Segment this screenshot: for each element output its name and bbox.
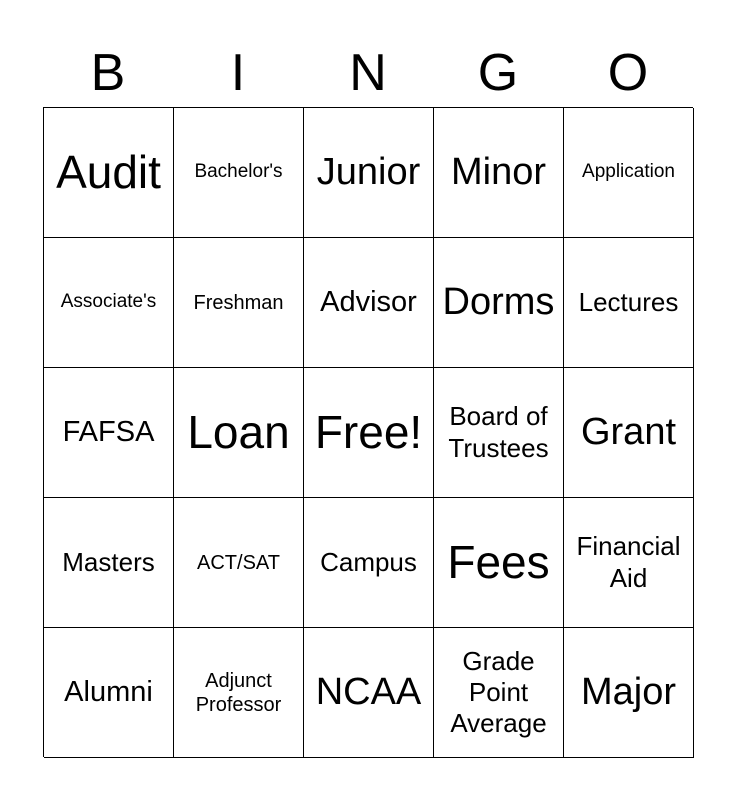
bingo-cell-dorms[interactable]: [434, 238, 564, 368]
cell-label: Alumni: [64, 676, 153, 709]
bingo-cell-fees[interactable]: [434, 498, 564, 628]
header-letter-n: N: [349, 44, 387, 102]
bingo-cell-loan[interactable]: [174, 368, 304, 498]
bingo-cell-board-of-trustees[interactable]: [434, 368, 564, 498]
cell-label: Grant: [580, 410, 677, 453]
bingo-header: [43, 40, 693, 106]
cell-label: Board of Trustees: [448, 401, 549, 463]
cell-label: Major: [580, 670, 677, 713]
cell-label: Fees: [447, 535, 550, 588]
bingo-cell-financial-aid[interactable]: [564, 498, 694, 628]
header-letter-b: B: [90, 44, 126, 102]
bingo-cell-audit[interactable]: [44, 108, 174, 238]
cell-label: ACT/SAT: [197, 551, 280, 574]
bingo-cell-grade-point-average[interactable]: [434, 628, 564, 758]
bingo-cell-alumni[interactable]: [44, 628, 174, 758]
bingo-cell-associates[interactable]: [44, 238, 174, 368]
bingo-cell-masters[interactable]: [44, 498, 174, 628]
cell-label: Dorms: [442, 280, 555, 323]
bingo-cell-adjunct-professor[interactable]: [174, 628, 304, 758]
cell-label: Associate's: [60, 291, 157, 313]
cell-label: NCAA: [315, 670, 422, 713]
cell-label: Junior: [316, 150, 421, 193]
cell-label: FAFSA: [62, 416, 155, 449]
bingo-cell-advisor[interactable]: [304, 238, 434, 368]
bingo-cell-major[interactable]: [564, 628, 694, 758]
cell-label: Campus: [320, 546, 417, 577]
header-letter-g: G: [477, 44, 519, 102]
bingo-cell-grant[interactable]: [564, 368, 694, 498]
bingo-board: [43, 107, 693, 757]
cell-label: Grade Point Average: [450, 645, 547, 739]
bingo-cell-campus[interactable]: [304, 498, 434, 628]
cell-label: Free!: [314, 405, 423, 458]
bingo-cell-lectures[interactable]: [564, 238, 694, 368]
cell-label: Application: [582, 161, 675, 183]
cell-label: Financial Aid: [576, 531, 681, 593]
bingo-cell-fafsa[interactable]: [44, 368, 174, 498]
bingo-cell-free[interactable]: [304, 368, 434, 498]
cell-label: Freshman: [193, 291, 284, 314]
bingo-cell-application[interactable]: [564, 108, 694, 238]
bingo-cell-act-sat[interactable]: [174, 498, 304, 628]
cell-label: Lectures: [578, 286, 679, 317]
header-letter-o: O: [607, 44, 649, 102]
cell-label: Masters: [62, 546, 155, 577]
cell-label: Audit: [56, 145, 161, 198]
cell-label: Loan: [187, 405, 290, 458]
cell-label: Advisor: [320, 286, 417, 319]
cell-label: Bachelor's: [194, 161, 283, 183]
bingo-cell-freshman[interactable]: [174, 238, 304, 368]
cell-label: Adjunct Professor: [195, 669, 282, 716]
header-letter-i: I: [230, 44, 246, 102]
bingo-cell-ncaa[interactable]: [304, 628, 434, 758]
cell-label: Minor: [450, 150, 547, 193]
bingo-cell-minor[interactable]: [434, 108, 564, 238]
bingo-cell-bachelors[interactable]: [174, 108, 304, 238]
bingo-cell-junior[interactable]: [304, 108, 434, 238]
